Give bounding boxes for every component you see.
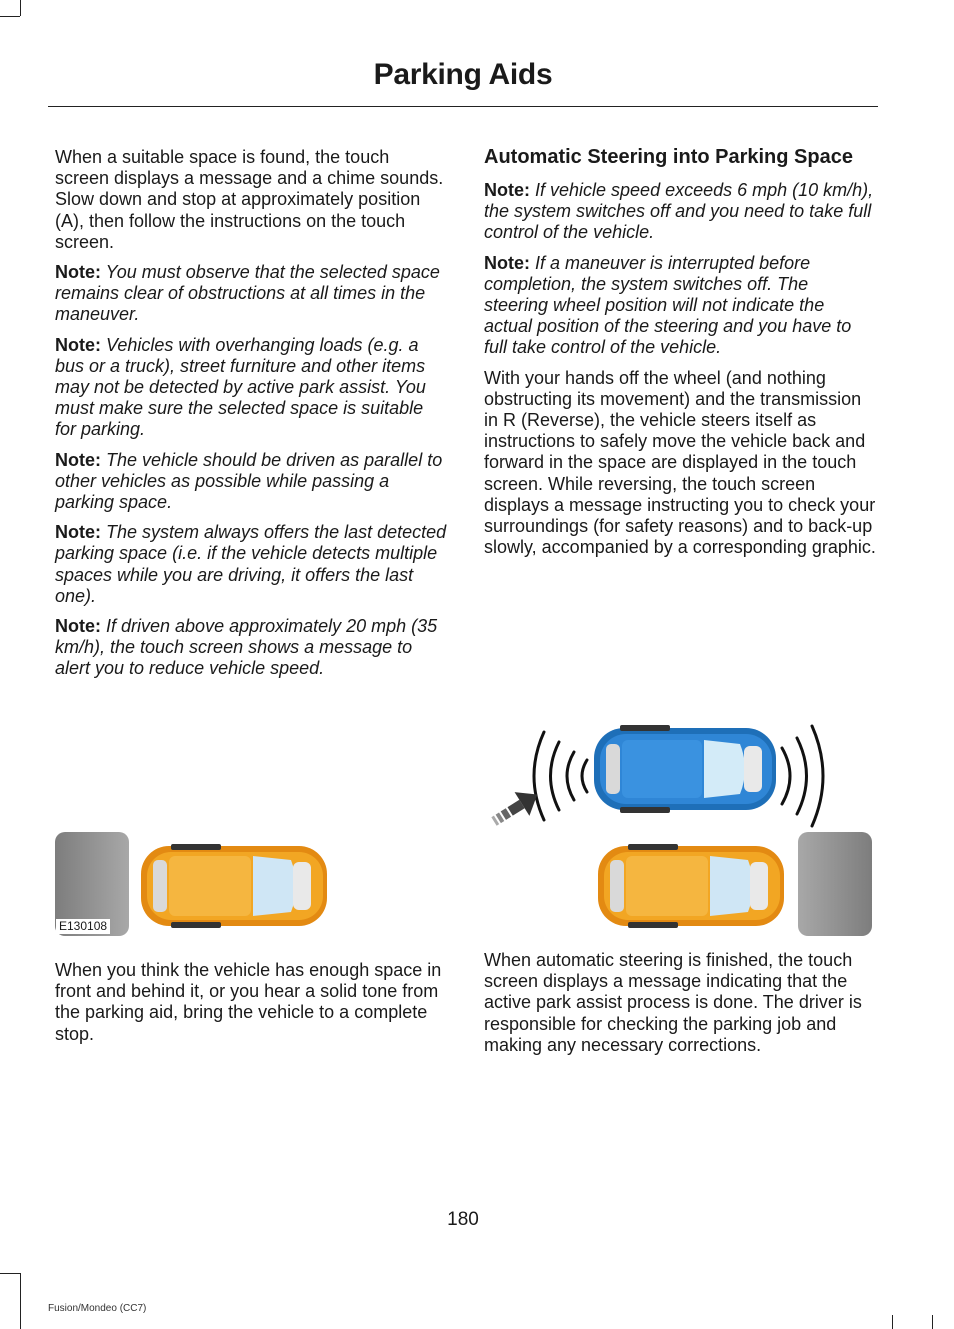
sensor-waves-left-icon <box>534 732 587 820</box>
note-label: Note: <box>55 449 101 470</box>
intro-paragraph: When a suitable space is found, the touch screen displays a message and a chime sounds. Slow down and stop at approximately position (A), then follow the instructions on the touch screen. <box>55 147 444 252</box>
note <box>484 253 876 359</box>
blue-car-icon <box>594 725 776 813</box>
crop-mark <box>892 1315 893 1329</box>
note-label: Note: <box>55 522 101 543</box>
note-label: Note: <box>55 616 101 637</box>
note <box>55 522 447 607</box>
crop-mark <box>0 1273 20 1274</box>
note-text: If vehicle speed exceeds 6 mph (10 km/h), the system switches off and you need to take full control of the vehicle. <box>484 180 874 243</box>
note <box>55 450 447 514</box>
header-divider <box>48 106 878 107</box>
note-label: Note: <box>484 180 530 200</box>
note-text: Vehicles with overhanging loads (e.g. a bus or a truck), street furniture and other items may not be detected by active park assist. You must make sure the selected space is suitable for parking. <box>55 334 426 440</box>
orange-car-icon <box>598 844 784 928</box>
note <box>55 616 447 680</box>
note-text: The system always offers the last detected parking space (i.e. if the vehicle detects multiple spaces while you are driving, it offers the last one). <box>55 522 447 606</box>
crop-mark <box>20 0 21 16</box>
right-column <box>484 147 876 567</box>
note-text: You must observe that the selected space remains clear of obstructions at all times in the maneuver. <box>55 262 440 325</box>
parking-space-figure <box>55 832 447 936</box>
note <box>55 335 447 441</box>
note-label: Note: <box>484 252 530 273</box>
page-number: 180 <box>447 1209 479 1230</box>
page-title: Parking Aids <box>373 58 553 91</box>
note <box>55 262 447 326</box>
section-heading: Automatic Steering into Parking Space <box>484 146 853 168</box>
note-text: The vehicle should be driven as parallel to other vehicles as possible while passing a parking space. <box>55 449 443 513</box>
left-column-bottom <box>55 960 447 1054</box>
reversing-figure <box>484 720 872 936</box>
crop-mark <box>932 1315 933 1329</box>
note <box>484 180 876 244</box>
stop-paragraph: When you think the vehicle has enough space in front and behind it, or you hear a solid tone from the parking aid, bring the vehicle to a complete stop. <box>55 960 442 1044</box>
left-column <box>55 147 447 689</box>
figure-id: E130108 <box>56 919 110 934</box>
sensor-waves-right-icon <box>768 726 823 826</box>
crop-mark <box>20 1273 21 1329</box>
orange-car-icon <box>141 844 327 928</box>
note-text: If a maneuver is interrupted before completion, the system switches off. The steering wheel position will not indicate the actual position of the steering and you have to full take control of the vehicle. <box>484 252 852 358</box>
note-text: If driven above approximately 20 mph (35 km/h), the touch screen shows a message to alert you to reduce vehicle speed. <box>55 616 438 679</box>
note-label: Note: <box>55 262 101 283</box>
right-column-bottom <box>484 950 876 1065</box>
body-paragraph: With your hands off the wheel (and nothing obstructing its movement) and the transmission in R (Reverse), the vehicle steers itself as instructions to safely move the vehicle back and forward in the space are displayed in the touch screen. While reversing, the touch screen displays a message instructing you to check your surroundings (for safety reasons) and to back-up slowly, accompanied by a corresponding graphic. <box>484 367 876 558</box>
footer-model: Fusion/Mondeo (CC7) <box>48 1303 147 1314</box>
note-label: Note: <box>55 334 101 355</box>
finished-paragraph: When automatic steering is finished, the touch screen displays a message indicating that the active park assist process is done. The driver is responsible for checking the parking job and making any necessary corrections. <box>484 950 862 1055</box>
parked-block <box>798 832 872 936</box>
crop-mark <box>0 16 20 17</box>
